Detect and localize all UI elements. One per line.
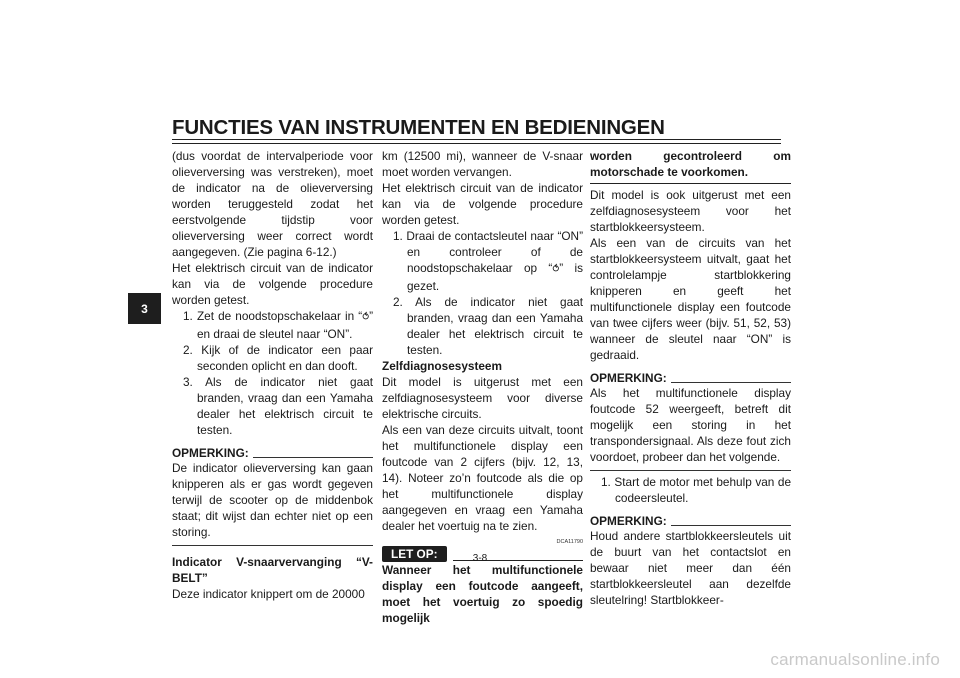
- note-text: Houd andere startblokkeersleutels uit de buurt van het contactslot en bewaar niet meer dan één startblokkeersleutel aan dezelfde sleutelring! Startblokkeer-: [590, 529, 791, 607]
- note-text: Als het multifunctionele display foutcode 52 weergeeft, betreft dit mogelijk een storing in het transpondersignaal. Als deze fout zich voordoet, probeer dan het volgende.: [590, 386, 791, 464]
- test-steps: [172, 308, 373, 438]
- warning-text: Wanneer het multifunctionele display een foutcode aangeeft, moet het voertuig zo spoedig mogelijk: [382, 563, 583, 625]
- chapter-tab: 3: [128, 293, 161, 324]
- test-steps: [590, 474, 791, 506]
- paragraph: Dit model is uitgerust met een zelfdiagnosesysteem voor diverse elektrische circuits.: [382, 375, 583, 421]
- paragraph: Als een van deze circuits uitvalt, toont het multifunctionele display een foutcode van 2 cijfers (bijv. 12, 13, 14). Noteer zo’n foutcode als die op het multifunctionele display aangegeven en vraag een Yamaha dealer het voertuig na te zien.: [382, 423, 583, 533]
- paragraph: Het elektrisch circuit van de indicator kan via de volgende procedure worden getest.: [172, 261, 373, 307]
- page-title: FUNCTIES VAN INSTRUMENTEN EN BEDIENINGEN: [172, 116, 665, 139]
- title-rule-thin: [172, 143, 781, 144]
- note-label: OPMERKING:: [590, 514, 667, 528]
- test-steps: [382, 228, 583, 358]
- column-3: [590, 148, 791, 608]
- paragraph: Als een van de circuits van het startblokkeersysteem uitvalt, gaat het controlelampje startblokkering knipperen en geeft het multifunctionele display een foutcode van twee cijfers weer (bijv. 51, 52, 53) wanneer de sleutel naar “ON” is gedraaid.: [590, 236, 791, 362]
- engine-stop-run-icon: ⥀: [362, 312, 370, 323]
- note-box: [172, 446, 373, 546]
- list-item: 1. Zet de noodstopschakelaar in “⥀” en draai de sleutel naar “ON”.: [183, 309, 373, 341]
- divider: [671, 382, 791, 383]
- warning-code: DCA11790: [556, 539, 583, 545]
- note-label: OPMERKING:: [172, 446, 249, 460]
- note-text: De indicator olieverversing kan gaan knipperen als er gas wordt gegeven terwijl de scooter op de middenbok staat; dit wijst dan echter niet op een storing.: [172, 461, 373, 539]
- note-box: [590, 371, 791, 471]
- watermark: carmanualsonline.info: [770, 650, 940, 669]
- paragraph: Dit model is ook uitgerust met een zelfdiagnosesysteem voor het startblokkeersysteem.: [590, 188, 791, 234]
- page-number: 3-8: [472, 553, 488, 564]
- warning-text-continued: worden gecontroleerd om motorschade te voorkomen.: [590, 149, 791, 179]
- paragraph: km (12500 mi), wanneer de V-snaar moet worden vervangen.: [382, 149, 583, 179]
- divider: [671, 525, 791, 526]
- note-label: OPMERKING:: [590, 371, 667, 385]
- list-item: 1. Start de motor met behulp van de codeersleutel.: [601, 475, 791, 505]
- divider: [253, 457, 373, 458]
- list-item: 3. Als de indicator niet gaat branden, vraag dan een Yamaha dealer het elektrisch circuit te testen.: [183, 375, 373, 437]
- divider: [172, 545, 373, 546]
- title-rule: [172, 139, 781, 140]
- divider: [590, 183, 791, 184]
- section-heading: Indicator V-snaarvervanging “V-BELT”: [172, 555, 373, 585]
- paragraph: Deze indicator knippert om de 20000: [172, 587, 365, 601]
- list-item: 2. Als de indicator niet gaat branden, vraag dan een Yamaha dealer het elektrisch circuit te testen.: [393, 295, 583, 357]
- paragraph: Het elektrisch circuit van de indicator kan via de volgende procedure worden getest.: [382, 181, 583, 227]
- divider: [590, 470, 791, 471]
- section-heading: Zelfdiagnosesysteem: [382, 359, 502, 373]
- column-1: [172, 148, 373, 602]
- engine-stop-run-icon: ⥀: [552, 264, 560, 275]
- list-item: 2. Kijk of de indicator een paar seconden oplicht en dan dooft.: [183, 343, 373, 373]
- paragraph: (dus voordat de intervalperiode voor olieverversing was verstreken), moet de indicator na de olieverversing worden teruggesteld zodat het eerstvolgende tijdstip voor olieverversing weer correct wordt aangegeven. (Zie pagina 6-12.): [172, 149, 373, 259]
- warning-label: LET OP:: [382, 546, 447, 562]
- list-item: 1. Draai de contactsleutel naar “ON” en controleer of de noodstopschakelaar op “⥀” is gezet.: [393, 229, 583, 293]
